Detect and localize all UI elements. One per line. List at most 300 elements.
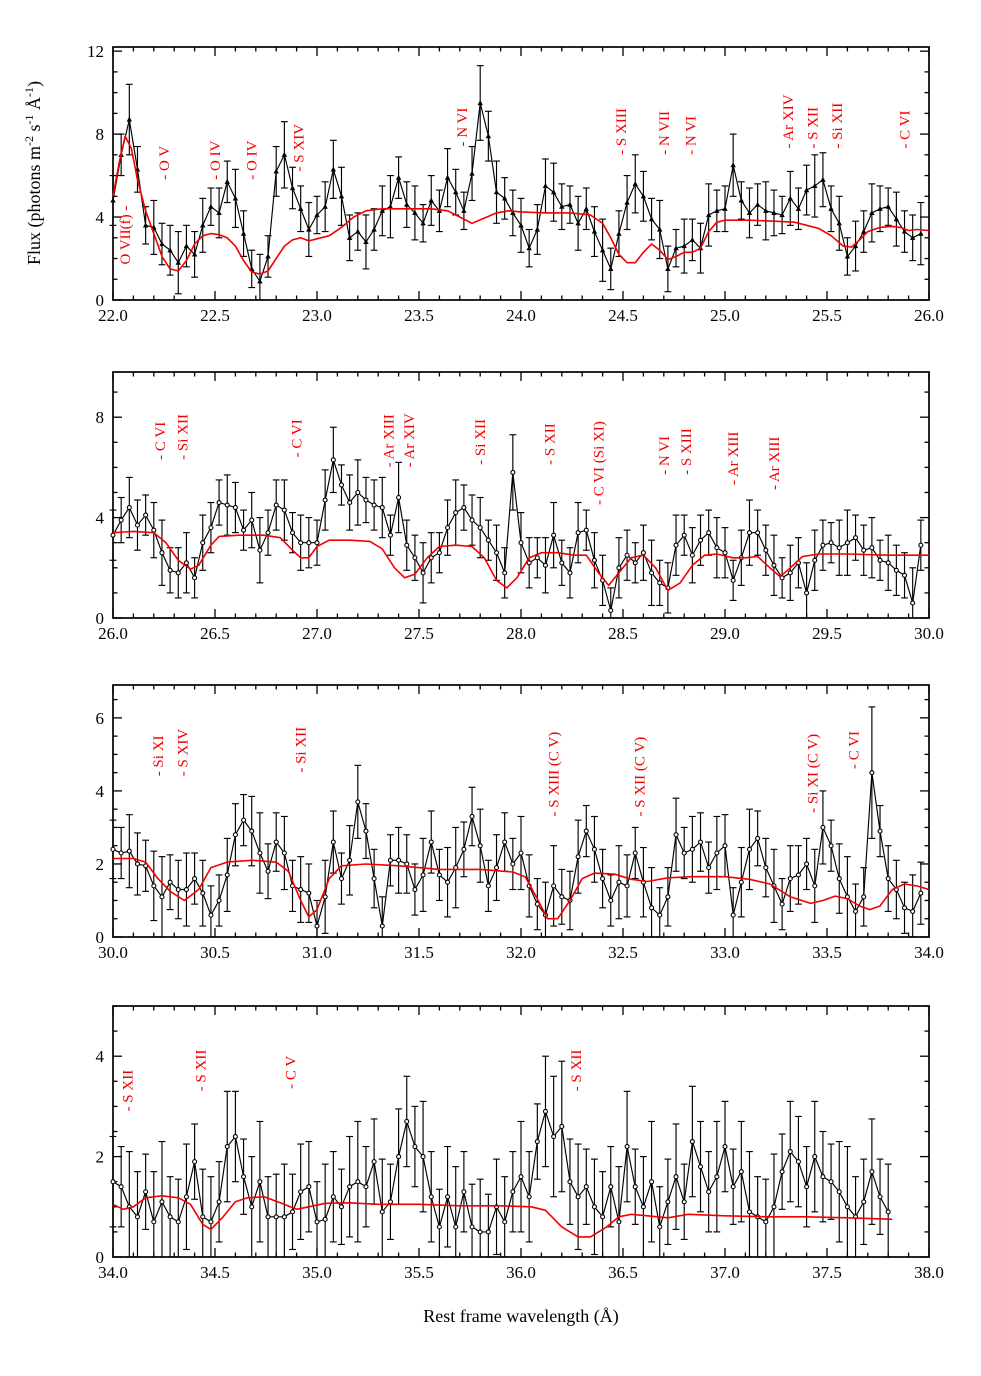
data-point-marker xyxy=(225,503,229,507)
data-point-marker xyxy=(715,546,719,550)
data-point-marker xyxy=(666,1200,670,1204)
data-point-marker xyxy=(176,571,180,575)
data-point-marker xyxy=(461,208,466,213)
data-point-marker xyxy=(486,1230,490,1234)
data-point-marker xyxy=(372,877,376,881)
ion-line-label: - Si XII xyxy=(473,419,490,465)
data-point-marker xyxy=(217,898,221,902)
data-point-marker xyxy=(526,245,531,250)
y-tick-label: 8 xyxy=(95,125,104,145)
data-point-marker xyxy=(421,873,425,877)
data-point-marker xyxy=(413,888,417,892)
data-point-marker xyxy=(609,898,613,902)
panel-1-data-series xyxy=(110,66,925,300)
data-point-marker xyxy=(829,844,833,848)
data-point-marker xyxy=(291,1210,295,1214)
data-point-marker xyxy=(584,829,588,833)
data-point-marker xyxy=(886,877,890,881)
data-point-marker xyxy=(820,177,825,182)
data-point-marker xyxy=(478,1230,482,1234)
ion-line-label: - S XIII xyxy=(679,428,696,475)
data-point-marker xyxy=(290,185,295,190)
y-tick-label: 8 xyxy=(95,408,104,428)
data-point-marker xyxy=(242,1175,246,1179)
data-point-marker xyxy=(723,844,727,848)
data-point-marker xyxy=(193,576,197,580)
data-point-marker xyxy=(111,847,115,851)
y-tick-label: 4 xyxy=(95,208,104,228)
data-point-marker xyxy=(707,866,711,870)
data-point-marker xyxy=(788,1150,792,1154)
data-point-marker xyxy=(650,571,654,575)
data-point-marker xyxy=(568,571,572,575)
data-point-marker xyxy=(159,241,164,246)
ion-line-label: - S XII xyxy=(805,106,822,149)
data-point-marker xyxy=(152,884,156,888)
x-tick-label: 29.5 xyxy=(812,624,842,643)
data-point-marker xyxy=(641,1205,645,1209)
y-tick-label: 0 xyxy=(95,1248,104,1267)
data-point-marker xyxy=(495,866,499,870)
data-point-marker xyxy=(560,895,564,899)
data-point-marker xyxy=(878,1195,882,1199)
data-point-marker xyxy=(886,204,891,209)
data-point-marker xyxy=(730,162,735,167)
data-point-marker xyxy=(437,551,441,555)
data-point-marker xyxy=(135,523,139,527)
data-point-marker xyxy=(837,877,841,881)
data-point-marker xyxy=(250,1205,254,1209)
data-point-marker xyxy=(723,551,727,555)
data-point-marker xyxy=(144,1190,148,1194)
data-point-marker xyxy=(650,1180,654,1184)
data-point-marker xyxy=(233,195,238,200)
panel-2-data-series xyxy=(110,427,925,618)
data-point-marker xyxy=(250,829,254,833)
x-axis-title: Rest frame wavelength (Å) xyxy=(423,1306,619,1326)
data-point-marker xyxy=(699,840,703,844)
data-point-marker xyxy=(575,220,580,225)
data-point-marker xyxy=(682,533,686,537)
y-tick-label: 0 xyxy=(95,928,104,947)
ion-line-label: - Si XI (C V) xyxy=(805,733,822,813)
data-point-marker xyxy=(201,541,205,545)
ion-line-label: - S XIV xyxy=(175,728,192,777)
panel-2 xyxy=(96,372,944,643)
panel-4-data-series xyxy=(110,1056,892,1257)
y-tick-label: 0 xyxy=(95,609,104,628)
data-point-marker xyxy=(225,1145,229,1149)
data-point-marker xyxy=(322,204,327,209)
x-tick-label: 26.5 xyxy=(200,624,230,643)
data-point-marker xyxy=(918,231,923,236)
data-point-marker xyxy=(919,543,923,547)
data-point-marker xyxy=(454,1225,458,1229)
ion-line-label: - S XIII xyxy=(613,108,630,155)
data-point-marker xyxy=(535,227,540,232)
x-tick-label: 37.0 xyxy=(710,1263,740,1282)
data-point-marker xyxy=(739,880,743,884)
data-point-marker xyxy=(470,518,474,522)
data-point-marker xyxy=(560,561,564,565)
data-point-marker xyxy=(462,1190,466,1194)
data-point-marker xyxy=(862,895,866,899)
ion-line-label: - S XII xyxy=(542,423,559,465)
data-point-marker xyxy=(788,571,792,575)
data-point-marker xyxy=(731,913,735,917)
x-tick-label: 36.0 xyxy=(506,1263,536,1282)
data-point-marker xyxy=(274,503,278,507)
data-point-marker xyxy=(242,818,246,822)
data-point-marker xyxy=(674,833,678,837)
data-point-marker xyxy=(355,229,360,234)
data-point-marker xyxy=(200,222,205,227)
panel-2-line-labels xyxy=(153,413,783,505)
y-tick-label: 4 xyxy=(95,781,104,801)
data-point-marker xyxy=(592,847,596,851)
data-point-marker xyxy=(445,175,450,180)
data-point-marker xyxy=(699,1165,703,1169)
data-point-marker xyxy=(870,1170,874,1174)
data-point-marker xyxy=(160,551,164,555)
x-tick-label: 37.5 xyxy=(812,1263,842,1282)
ion-line-label: - Si XII xyxy=(293,726,310,773)
data-point-marker xyxy=(584,1185,588,1189)
x-tick-label: 24.5 xyxy=(608,306,638,325)
data-point-marker xyxy=(282,152,287,157)
data-point-marker xyxy=(307,891,311,895)
ion-line-label: - Ar XIII xyxy=(381,414,398,468)
data-point-marker xyxy=(870,546,874,550)
data-point-marker xyxy=(331,166,336,171)
ion-line-label: - N VI xyxy=(454,107,471,147)
ion-line-label: - S XIV xyxy=(291,123,308,172)
data-point-marker xyxy=(535,1140,539,1144)
panel-1-tick-labels xyxy=(87,42,944,325)
data-point-marker xyxy=(723,1145,727,1149)
data-point-marker xyxy=(829,1180,833,1184)
data-point-marker xyxy=(404,202,409,207)
x-tick-label: 25.5 xyxy=(812,306,842,325)
data-point-marker xyxy=(641,551,645,555)
data-point-marker xyxy=(405,862,409,866)
data-point-marker xyxy=(552,1135,556,1139)
panel-1 xyxy=(87,42,944,325)
data-point-marker xyxy=(266,1215,270,1219)
data-point-marker xyxy=(462,506,466,510)
panel-1-data-line xyxy=(113,103,921,281)
x-tick-label: 28.0 xyxy=(506,624,536,643)
data-point-marker xyxy=(780,1170,784,1174)
x-tick-label: 31.0 xyxy=(302,943,332,962)
data-point-marker xyxy=(567,202,572,207)
panel-4 xyxy=(96,1006,944,1282)
data-point-marker xyxy=(331,1195,335,1199)
data-point-marker xyxy=(617,880,621,884)
panel-4-data-line xyxy=(113,1111,888,1232)
data-point-marker xyxy=(552,533,556,537)
data-point-marker xyxy=(413,1145,417,1149)
data-point-marker xyxy=(495,551,499,555)
ion-line-label: - N VII xyxy=(656,110,673,155)
data-point-marker xyxy=(299,541,303,545)
data-point-marker xyxy=(152,1220,156,1224)
x-tick-label: 34.5 xyxy=(200,1263,230,1282)
data-point-marker xyxy=(674,1175,678,1179)
data-point-marker xyxy=(339,193,344,198)
ion-line-label: - O V xyxy=(157,145,173,180)
ion-line-label: - S XII xyxy=(569,1049,586,1092)
data-point-marker xyxy=(397,1155,401,1159)
data-point-marker xyxy=(617,566,621,570)
data-point-marker xyxy=(144,513,148,517)
data-point-marker xyxy=(372,503,376,507)
data-point-marker xyxy=(397,858,401,862)
data-point-marker xyxy=(291,531,295,535)
data-point-marker xyxy=(878,558,882,562)
data-point-marker xyxy=(527,1195,531,1199)
data-point-marker xyxy=(356,1180,360,1184)
data-point-marker xyxy=(478,100,483,105)
data-point-marker xyxy=(625,553,629,557)
data-point-marker xyxy=(437,1225,441,1229)
x-tick-label: 23.0 xyxy=(302,306,332,325)
data-point-marker xyxy=(348,1185,352,1189)
ion-line-label: - C VI xyxy=(289,419,306,458)
data-point-marker xyxy=(903,573,907,577)
data-point-marker xyxy=(764,548,768,552)
data-point-marker xyxy=(511,470,515,474)
data-point-marker xyxy=(576,855,580,859)
data-point-marker xyxy=(168,1215,172,1219)
data-point-marker xyxy=(209,1220,213,1224)
data-point-marker xyxy=(315,541,319,545)
data-point-marker xyxy=(624,200,629,205)
y-tick-label: 4 xyxy=(95,508,104,528)
data-point-marker xyxy=(715,1175,719,1179)
data-point-marker xyxy=(348,858,352,862)
data-point-marker xyxy=(111,1180,115,1184)
data-point-marker xyxy=(625,884,629,888)
data-point-marker xyxy=(617,1220,621,1224)
data-point-marker xyxy=(805,862,809,866)
ion-line-label: - Ar XIII xyxy=(766,436,783,490)
data-point-marker xyxy=(184,888,188,892)
data-point-marker xyxy=(894,568,898,572)
data-point-marker xyxy=(911,601,915,605)
data-point-marker xyxy=(592,229,597,234)
data-point-marker xyxy=(674,543,678,547)
data-point-marker xyxy=(233,833,237,837)
data-point-marker xyxy=(323,895,327,899)
panel-1-line-labels xyxy=(118,94,913,264)
data-point-marker xyxy=(274,169,279,174)
data-point-marker xyxy=(446,1195,450,1199)
data-point-marker xyxy=(135,1215,139,1219)
data-point-marker xyxy=(543,183,548,188)
ion-line-label: - C VI xyxy=(897,110,914,149)
data-point-marker xyxy=(437,873,441,877)
data-point-marker xyxy=(503,571,507,575)
data-point-marker xyxy=(339,483,343,487)
data-point-marker xyxy=(299,888,303,892)
data-point-marker xyxy=(780,902,784,906)
panel-3-line-labels xyxy=(151,727,863,817)
data-point-marker xyxy=(396,175,401,180)
x-tick-label: 26.0 xyxy=(914,306,944,325)
data-point-marker xyxy=(813,558,817,562)
data-point-marker xyxy=(755,202,760,207)
data-point-marker xyxy=(722,206,727,211)
data-point-marker xyxy=(201,891,205,895)
data-point-marker xyxy=(829,541,833,545)
ion-line-label: - Ar XIV xyxy=(401,413,418,468)
data-point-marker xyxy=(119,518,123,522)
data-point-marker xyxy=(715,851,719,855)
data-point-marker xyxy=(707,1190,711,1194)
data-point-marker xyxy=(127,506,131,510)
data-point-marker xyxy=(258,851,262,855)
data-point-marker xyxy=(503,1220,507,1224)
data-point-marker xyxy=(217,501,221,505)
panel-3-data-line xyxy=(113,773,921,926)
data-point-marker xyxy=(176,1220,180,1224)
x-tick-label: 34.0 xyxy=(98,1263,128,1282)
data-point-marker xyxy=(690,1140,694,1144)
x-tick-label: 35.0 xyxy=(302,1263,332,1282)
x-tick-label: 30.0 xyxy=(914,624,944,643)
x-tick-label: 33.5 xyxy=(812,943,842,962)
data-point-marker xyxy=(764,1220,768,1224)
x-tick-label: 28.5 xyxy=(608,624,638,643)
data-point-marker xyxy=(756,531,760,535)
ion-line-label: - S XIII (C V) xyxy=(546,731,563,817)
data-point-marker xyxy=(551,189,556,194)
data-point-marker xyxy=(584,206,589,211)
y-axis-title: Flux (photons $m^{-2}$ $s^{-1}$ $Å^{-1}$) xyxy=(22,80,44,266)
data-point-marker xyxy=(323,1217,327,1221)
data-point-marker xyxy=(658,913,662,917)
data-point-marker xyxy=(429,840,433,844)
data-point-marker xyxy=(193,1160,197,1164)
data-point-marker xyxy=(747,1210,751,1214)
data-point-marker xyxy=(756,836,760,840)
x-tick-label: 33.0 xyxy=(710,943,740,962)
ion-line-label: O VII(f) - xyxy=(118,205,135,265)
data-point-marker xyxy=(862,1200,866,1204)
y-tick-label: 2 xyxy=(95,1147,104,1167)
data-point-marker xyxy=(209,913,213,917)
data-point-marker xyxy=(854,909,858,913)
data-point-marker xyxy=(282,508,286,512)
x-tick-label: 22.5 xyxy=(200,306,230,325)
ion-line-label: - Ar XIV xyxy=(781,94,798,149)
data-point-marker xyxy=(690,847,694,851)
data-point-marker xyxy=(560,1124,564,1128)
data-point-marker xyxy=(233,1135,237,1139)
x-tick-label: 27.5 xyxy=(404,624,434,643)
data-point-marker xyxy=(405,543,409,547)
data-point-marker xyxy=(160,895,164,899)
data-point-marker xyxy=(193,877,197,881)
data-point-marker xyxy=(625,1145,629,1149)
data-point-marker xyxy=(274,1215,278,1219)
data-point-marker xyxy=(143,222,148,227)
data-point-marker xyxy=(543,1109,547,1113)
data-point-marker xyxy=(348,501,352,505)
data-point-marker xyxy=(135,862,139,866)
data-point-marker xyxy=(592,558,596,562)
data-point-marker xyxy=(731,1185,735,1189)
data-point-marker xyxy=(633,851,637,855)
data-point-marker xyxy=(666,895,670,899)
data-point-marker xyxy=(339,1205,343,1209)
data-point-marker xyxy=(682,851,686,855)
data-point-marker xyxy=(552,884,556,888)
panel-4-tick-labels xyxy=(96,1047,944,1282)
data-point-marker xyxy=(470,814,474,818)
data-point-marker xyxy=(470,1225,474,1229)
data-point-marker xyxy=(127,117,132,122)
data-point-marker xyxy=(397,496,401,500)
data-point-marker xyxy=(821,1175,825,1179)
data-point-marker xyxy=(608,266,613,271)
data-point-marker xyxy=(274,840,278,844)
data-point-marker xyxy=(307,541,311,545)
data-point-marker xyxy=(707,531,711,535)
data-point-marker xyxy=(388,1200,392,1204)
data-point-marker xyxy=(217,1200,221,1204)
data-point-marker xyxy=(372,1160,376,1164)
data-point-marker xyxy=(911,909,915,913)
data-point-marker xyxy=(747,847,751,851)
data-point-marker xyxy=(535,556,539,560)
data-point-marker xyxy=(543,563,547,567)
x-tick-label: 22.0 xyxy=(98,306,128,325)
x-tick-label: 27.0 xyxy=(302,624,332,643)
data-point-marker xyxy=(519,541,523,545)
data-point-marker xyxy=(837,1190,841,1194)
data-point-marker xyxy=(788,877,792,881)
data-point-marker xyxy=(160,1200,164,1204)
data-point-marker xyxy=(837,546,841,550)
data-point-marker xyxy=(380,506,384,510)
data-point-marker xyxy=(266,531,270,535)
data-point-marker xyxy=(511,862,515,866)
data-point-marker xyxy=(225,873,229,877)
data-point-marker xyxy=(821,543,825,547)
data-point-marker xyxy=(764,866,768,870)
x-tick-label: 25.0 xyxy=(710,306,740,325)
data-point-marker xyxy=(862,548,866,552)
data-point-marker xyxy=(307,1185,311,1189)
data-point-marker xyxy=(601,877,605,881)
data-point-marker xyxy=(298,206,303,211)
data-point-marker xyxy=(258,548,262,552)
data-point-marker xyxy=(478,526,482,530)
data-point-marker xyxy=(201,1215,205,1219)
data-point-marker xyxy=(796,873,800,877)
ion-line-label: - Ar XIII xyxy=(726,431,743,485)
data-point-marker xyxy=(584,528,588,532)
data-point-marker xyxy=(250,518,254,522)
data-point-marker xyxy=(446,526,450,530)
x-tick-label: 32.0 xyxy=(506,943,536,962)
data-point-marker xyxy=(331,840,335,844)
data-point-marker xyxy=(421,571,425,575)
data-point-marker xyxy=(649,216,654,221)
ion-line-label: - O IV xyxy=(208,140,224,180)
